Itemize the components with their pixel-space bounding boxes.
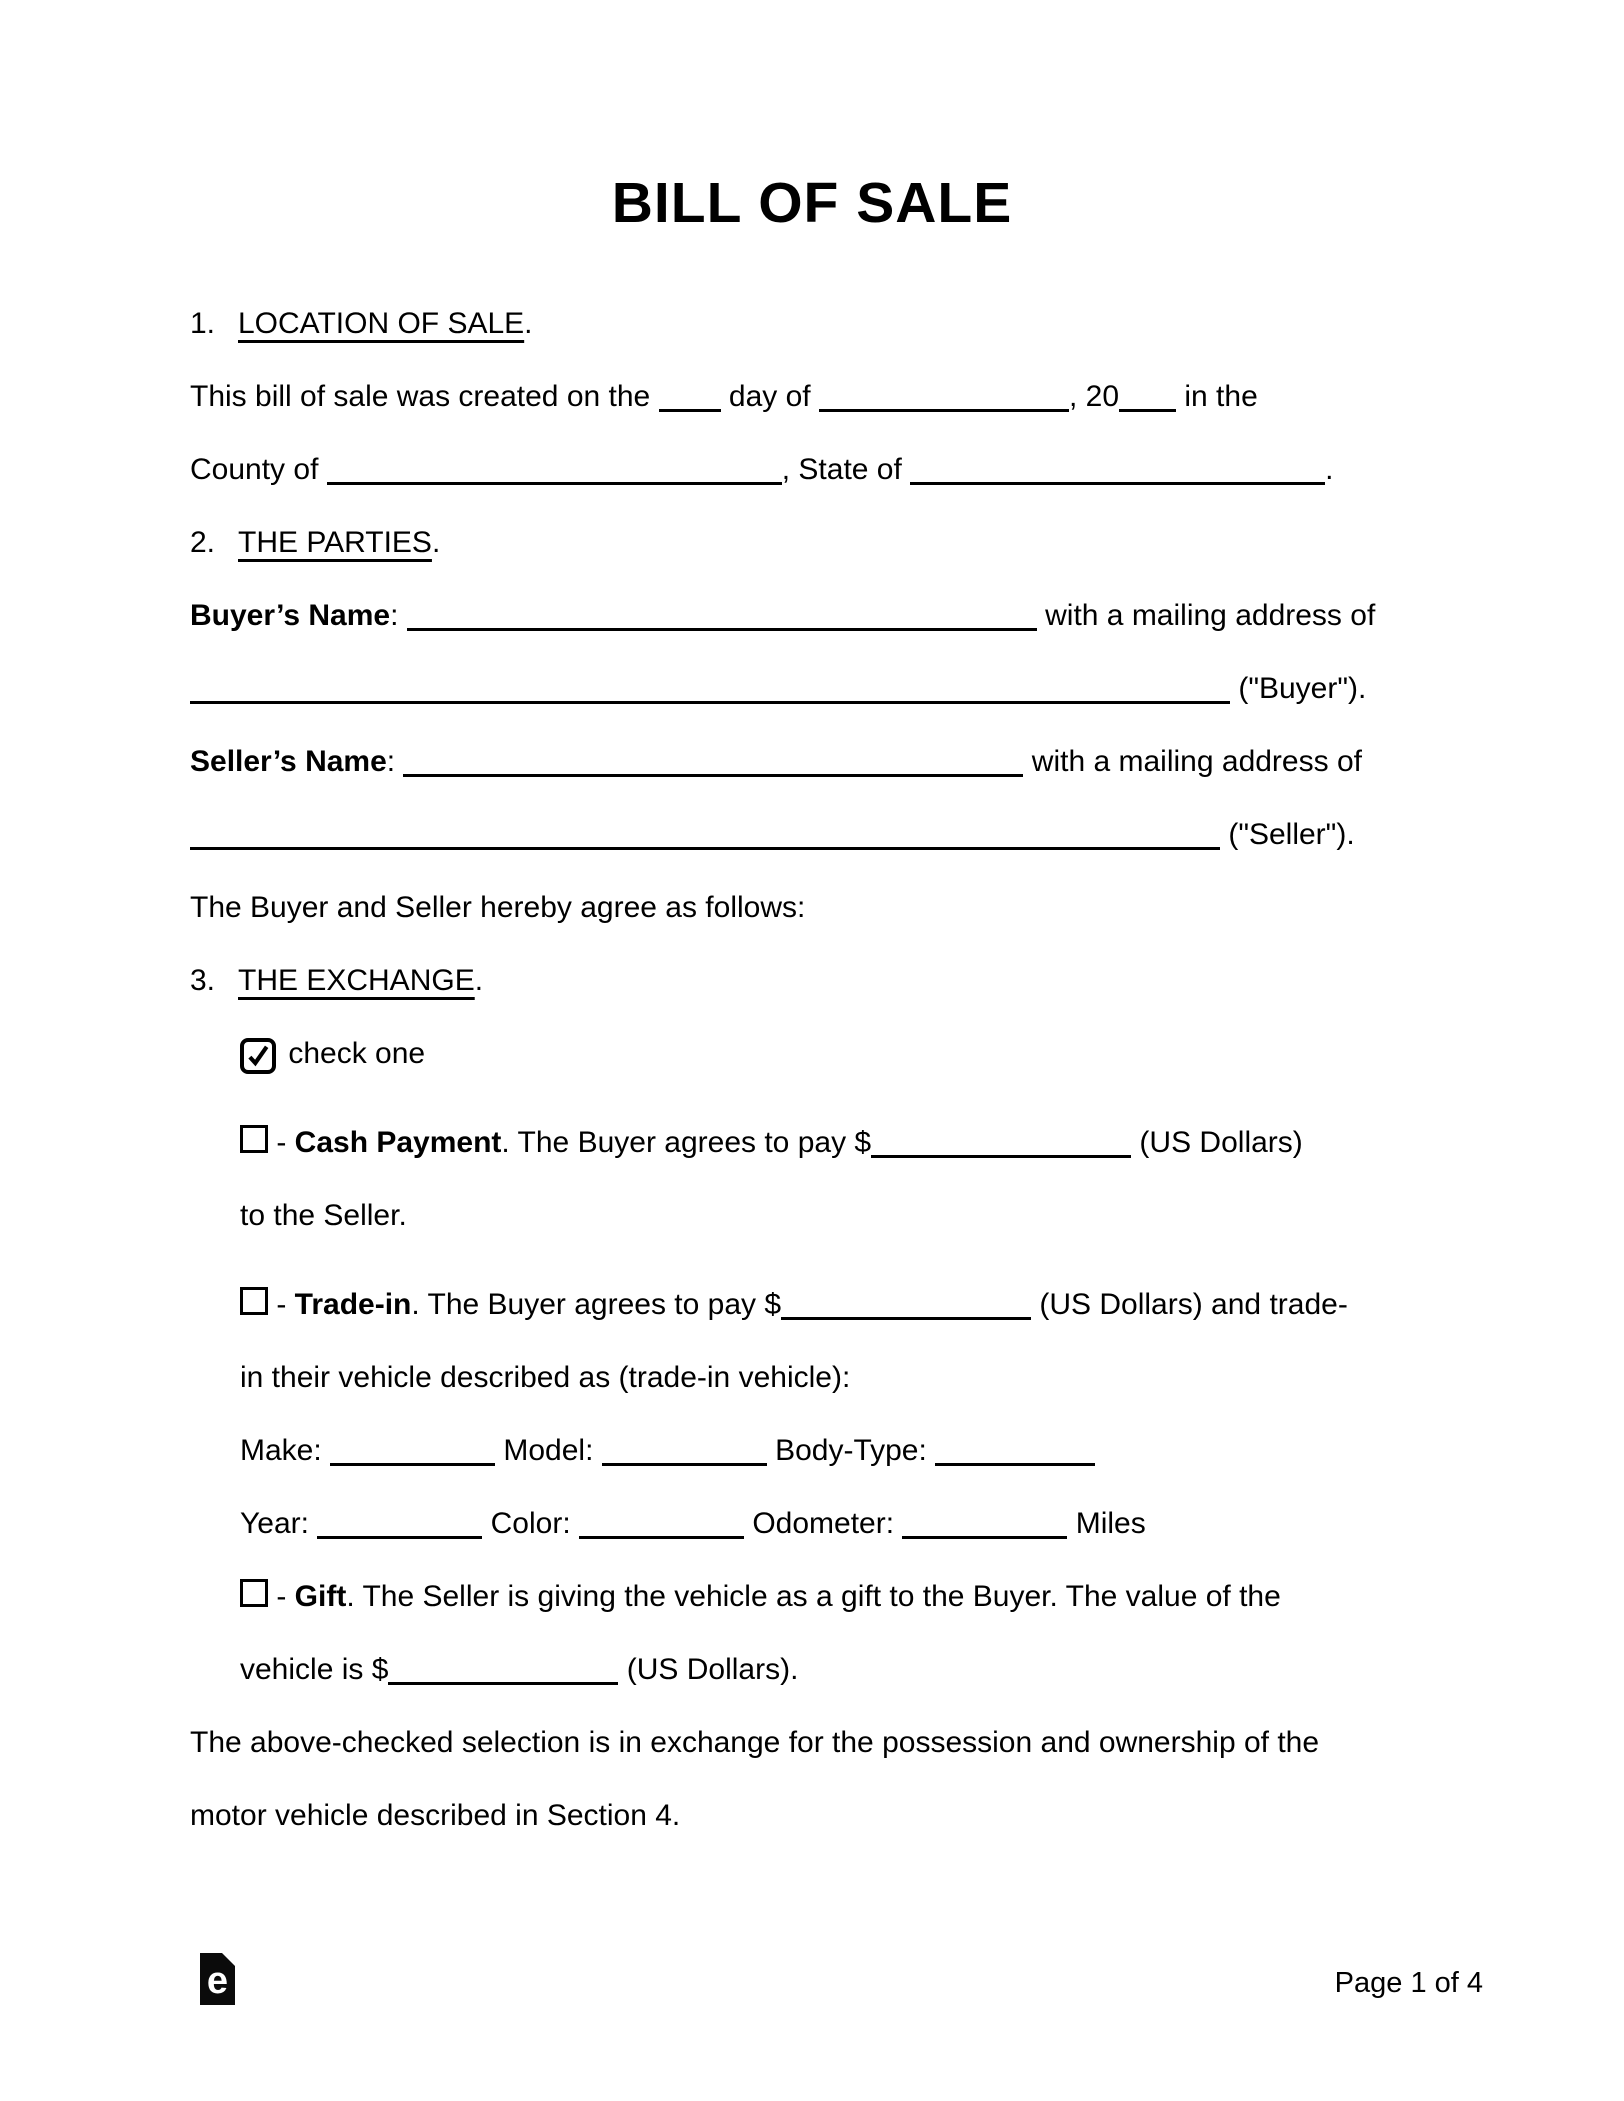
text-run: Model: <box>495 1434 602 1467</box>
text-run: The Buyer and Seller hereby agree as follows: <box>190 891 806 924</box>
text-run: with a mailing address of <box>1036 599 1376 632</box>
gift-continuation <box>190 1633 1624 1706</box>
cash-amount-blank-field[interactable] <box>871 1151 1131 1158</box>
text-run: . <box>524 307 533 340</box>
location-sentence-line-2 <box>190 433 1624 506</box>
document-body <box>190 287 1624 1852</box>
text-run: , State of <box>781 453 911 486</box>
text-run: ("Seller"). <box>1220 818 1355 851</box>
text-run: - <box>268 1288 295 1321</box>
emphasis-text: Seller’s Name <box>190 745 387 778</box>
section-3-heading <box>190 944 1624 1017</box>
county-blank-field[interactable] <box>327 478 782 485</box>
text-run: day of <box>720 380 819 413</box>
seller-name-blank-field[interactable] <box>403 770 1023 777</box>
text-run: . <box>431 526 441 559</box>
section-title: THE EXCHANGE <box>238 964 475 997</box>
trade-in-vehicle-line-1 <box>190 1414 1624 1487</box>
text-run: . The Buyer agrees to pay $ <box>411 1288 782 1321</box>
trade-in-option <box>190 1268 1624 1341</box>
gift-option <box>190 1560 1624 1633</box>
logo-letter: e <box>206 1959 229 2002</box>
text-run: vehicle is $ <box>240 1653 389 1686</box>
section-number: 2. <box>190 526 216 559</box>
text-run: in the <box>1176 380 1258 413</box>
exchange-summary-line-1 <box>190 1706 1624 1779</box>
text-run: Make: <box>240 1434 331 1467</box>
checkmark-icon <box>245 1043 271 1069</box>
buyer-address-blank-field[interactable] <box>190 697 1230 704</box>
odometer-blank-field[interactable] <box>902 1532 1067 1539</box>
section-title: THE PARTIES <box>238 526 432 559</box>
trade-in-continuation <box>190 1341 1624 1414</box>
year-blank-field[interactable] <box>1119 405 1176 412</box>
text-run: - <box>268 1126 295 1159</box>
seller-address-line <box>190 798 1624 871</box>
trade-in-amount-blank-field[interactable] <box>781 1313 1031 1320</box>
text-run: to the Seller. <box>240 1199 407 1232</box>
cash-payment-continuation <box>190 1179 1624 1252</box>
text-run: This bill of sale was created on the <box>190 380 659 413</box>
buyer-name-line <box>190 579 1624 652</box>
trade-in-option-checkbox[interactable] <box>240 1287 268 1315</box>
text-run: ("Buyer"). <box>1230 672 1367 705</box>
state-blank-field[interactable] <box>910 478 1325 485</box>
emphasis-text: Buyer’s Name <box>190 599 391 632</box>
emphasis-text: Gift <box>294 1580 347 1613</box>
color-blank-field[interactable] <box>579 1532 744 1539</box>
section-1-heading <box>190 287 1624 360</box>
vehicle-year-blank-field[interactable] <box>317 1532 482 1539</box>
emphasis-text: Trade-in <box>294 1288 412 1321</box>
gift-value-blank-field[interactable] <box>388 1678 618 1685</box>
section-title: LOCATION OF SALE <box>238 307 525 340</box>
buyer-name-blank-field[interactable] <box>407 624 1037 631</box>
text-run: Year: <box>240 1507 318 1540</box>
agreement-intro-line <box>190 871 1624 944</box>
text-run: , 20 <box>1068 380 1120 413</box>
text-run: . The Seller is giving the vehicle as a gift to the Buyer. The value of the <box>346 1580 1281 1613</box>
text-run: Body-Type: <box>766 1434 936 1467</box>
text-run: County of <box>190 453 327 486</box>
trade-in-vehicle-line-2 <box>190 1487 1624 1560</box>
text-run: . The Buyer agrees to pay $ <box>501 1126 872 1159</box>
text-run: in their vehicle described as (trade-in vehicle): <box>240 1361 851 1394</box>
check-one-line <box>190 1017 1624 1090</box>
make-blank-field[interactable] <box>330 1459 495 1466</box>
location-sentence-line-1 <box>190 360 1624 433</box>
seller-name-line <box>190 725 1624 798</box>
text-run: (US Dollars) <box>1131 1126 1303 1159</box>
text-run: check one <box>280 1037 426 1070</box>
text-run: : <box>390 599 407 632</box>
gift-option-checkbox[interactable] <box>240 1579 268 1607</box>
cash-payment-option <box>190 1106 1624 1179</box>
text-run: motor vehicle described in Section 4. <box>190 1799 681 1832</box>
section-2-heading <box>190 506 1624 579</box>
section-number: 3. <box>190 964 216 997</box>
text-run: The above-checked selection is in exchange for the possession and ownership of the <box>190 1726 1320 1759</box>
text-run: - <box>268 1580 295 1613</box>
month-blank-field[interactable] <box>819 405 1069 412</box>
section-number: 1. <box>190 307 216 340</box>
emphasis-text: Cash Payment <box>294 1126 502 1159</box>
text-run: . <box>474 964 484 997</box>
cash-payment-option-checkbox[interactable] <box>240 1125 268 1153</box>
eforms-logo <box>200 1953 235 2005</box>
text-run: : <box>386 745 404 778</box>
text-run: (US Dollars). <box>618 1653 799 1686</box>
body-type-blank-field[interactable] <box>935 1459 1095 1466</box>
text-run: . <box>1325 453 1334 486</box>
text-run: Odometer: <box>744 1507 903 1540</box>
page-number-label: Page 1 of 4 <box>1334 1967 1483 1999</box>
exchange-summary-line-2 <box>190 1779 1624 1852</box>
seller-address-blank-field[interactable] <box>190 843 1220 850</box>
text-run: Color: <box>482 1507 579 1540</box>
text-run: Miles <box>1067 1507 1146 1540</box>
text-run: (US Dollars) and trade- <box>1031 1288 1348 1321</box>
page-title: BILL OF SALE <box>611 171 1013 235</box>
text-run: with a mailing address of <box>1023 745 1362 778</box>
model-blank-field[interactable] <box>602 1459 767 1466</box>
buyer-address-line <box>190 652 1624 725</box>
check-one-checkbox-checked[interactable] <box>240 1038 276 1074</box>
day-blank-field[interactable] <box>659 405 721 412</box>
